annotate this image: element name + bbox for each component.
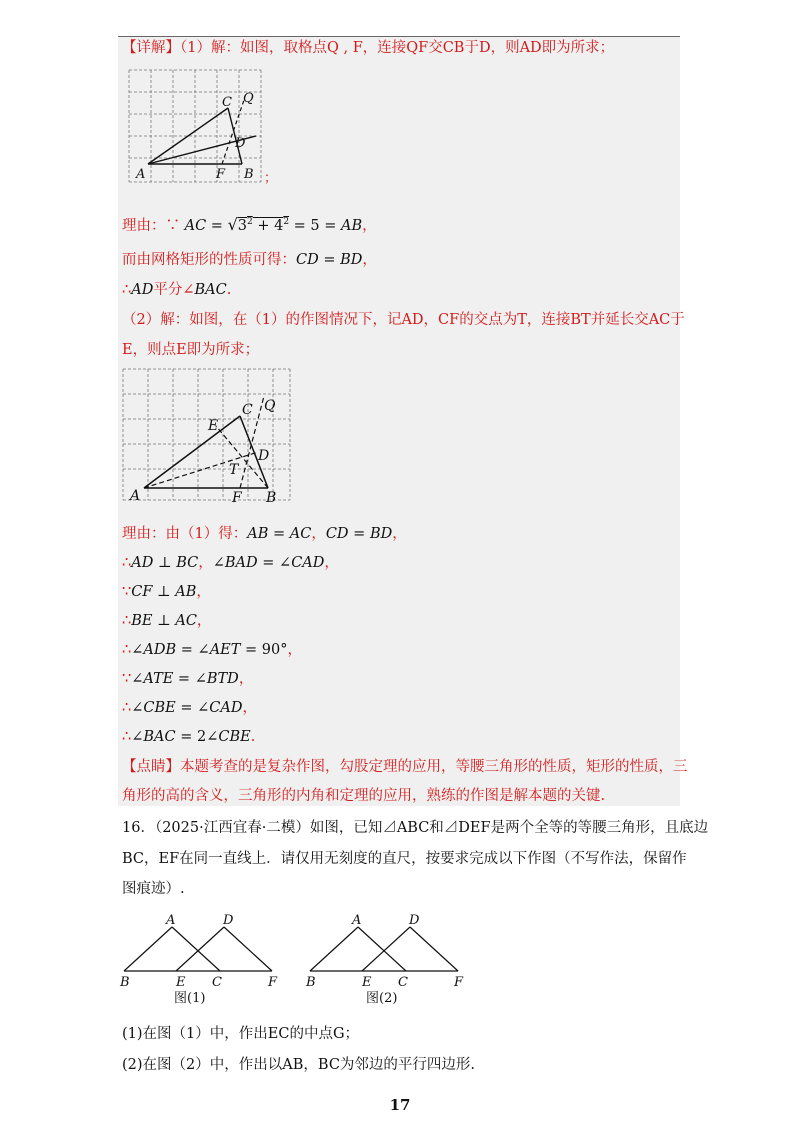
fig2-label-d: D bbox=[258, 448, 270, 464]
q16f1-label-b: B bbox=[120, 975, 130, 990]
q16f2-label-d: D bbox=[409, 913, 420, 928]
fig2-label-t: T bbox=[229, 462, 239, 478]
reason-2-line-4: ∴BE ⊥ AC， bbox=[122, 613, 212, 629]
fig1-label-c: C bbox=[222, 95, 232, 110]
q16-line-1: 16．（2025·江西宜春·二模）如图，已知⊿ABC和⊿DEF是两个全等的等腰三角形，且底边 bbox=[122, 820, 709, 836]
reason-2-line-2: ∴AD ⊥ BC，∠BAD = ∠CAD， bbox=[122, 555, 339, 571]
fig1-label-a: A bbox=[136, 167, 146, 182]
fig2-label-e: E bbox=[208, 418, 219, 434]
fig1-label-d: D bbox=[235, 136, 246, 151]
q16f1-caption: 图(1) bbox=[174, 991, 206, 1006]
reason-1-line-2: 而由网格矩形的性质可得：CD = BD， bbox=[122, 252, 377, 268]
q16f1-label-f: F bbox=[268, 975, 278, 990]
detail-tag: 【详解】 bbox=[122, 40, 180, 56]
solution-1-text: （1）解：如图，取格点Q , F，连接QF交CB于D，则AD即为所求； bbox=[180, 40, 615, 56]
reason-1-line-3: ∴AD平分∠BAC. bbox=[122, 282, 232, 298]
solution-2-line-1: （2）解：如图，在（1）的作图情况下，记AD，CF的交点为T，连接BT并延长交AC于 bbox=[122, 312, 685, 328]
reason-2-line-7: ∴∠CBE = ∠CAD， bbox=[122, 700, 257, 716]
q16-task-2: (2)在图（2）中，作出以AB，BC为邻边的平行四边形. bbox=[122, 1057, 476, 1073]
fig1-label-q: Q bbox=[243, 91, 254, 106]
q16f2-label-c: C bbox=[398, 975, 408, 990]
reason-2-line-3: ∵CF ⊥ AB， bbox=[122, 584, 211, 600]
q16-line-3: 图痕迹）. bbox=[122, 881, 185, 897]
q16f2-label-e: E bbox=[362, 975, 372, 990]
q16f1-label-e: E bbox=[176, 975, 186, 990]
q16f1-label-c: C bbox=[212, 975, 222, 990]
reason-2-line-6: ∵∠ATE = ∠BTD， bbox=[122, 671, 254, 687]
q16f1-label-d: D bbox=[223, 913, 234, 928]
figure-1 bbox=[124, 66, 284, 188]
fig2-label-c: C bbox=[242, 402, 253, 418]
q16f2-label-f: F bbox=[454, 975, 464, 990]
q16f2-label-a: A bbox=[352, 913, 362, 928]
reason-2-line-1: 理由：由（1）得：AB = AC，CD = BD， bbox=[122, 526, 407, 542]
fig2-label-b: B bbox=[266, 490, 277, 506]
q16f2-caption: 图(2) bbox=[366, 991, 398, 1006]
fig2-label-f: F bbox=[232, 490, 242, 506]
fig1-label-b: B bbox=[244, 167, 254, 182]
q16-figure-1 bbox=[110, 908, 290, 1008]
fig2-label-q: Q bbox=[264, 398, 276, 414]
q16f2-label-b: B bbox=[306, 975, 316, 990]
fig1-label-f: F bbox=[216, 167, 226, 182]
fig2-label-a: A bbox=[130, 488, 141, 504]
solution-2-line-2: E，则点E即为所求； bbox=[122, 342, 260, 358]
reason-1-line-1: 理由：∵ AC = $√3^2 + 4^2 = 5$ = AB， bbox=[122, 214, 377, 234]
q16-line-2: BC，EF在同一直线上．请仅用无刻度的直尺，按要求完成以下作图（不写作法，保留作 bbox=[122, 851, 687, 867]
comment-line-2: 角形的高的含义，三角形的内角和定理的应用，熟练的作图是解本题的关键. bbox=[122, 788, 606, 804]
fig1-suffix: ； bbox=[264, 171, 278, 186]
figure-2 bbox=[118, 366, 298, 506]
q16-figure-2 bbox=[296, 908, 476, 1008]
reason-2-line-8: ∴∠BAC = 2∠CBE. bbox=[122, 729, 256, 745]
page-number: 17 bbox=[389, 1096, 411, 1114]
solution-1-line bbox=[122, 38, 614, 58]
q16f1-label-a: A bbox=[166, 913, 176, 928]
q16-task-1: (1)在图（1）中，作出EC的中点G； bbox=[122, 1026, 360, 1042]
top-rule bbox=[118, 36, 680, 37]
reason-2-line-5: ∴∠ADB = ∠AET = 90°， bbox=[122, 642, 302, 658]
comment-line-1: 【点睛】本题考查的是复杂作图，勾股定理的应用，等腰三角形的性质，矩形的性质，三 bbox=[122, 759, 688, 775]
